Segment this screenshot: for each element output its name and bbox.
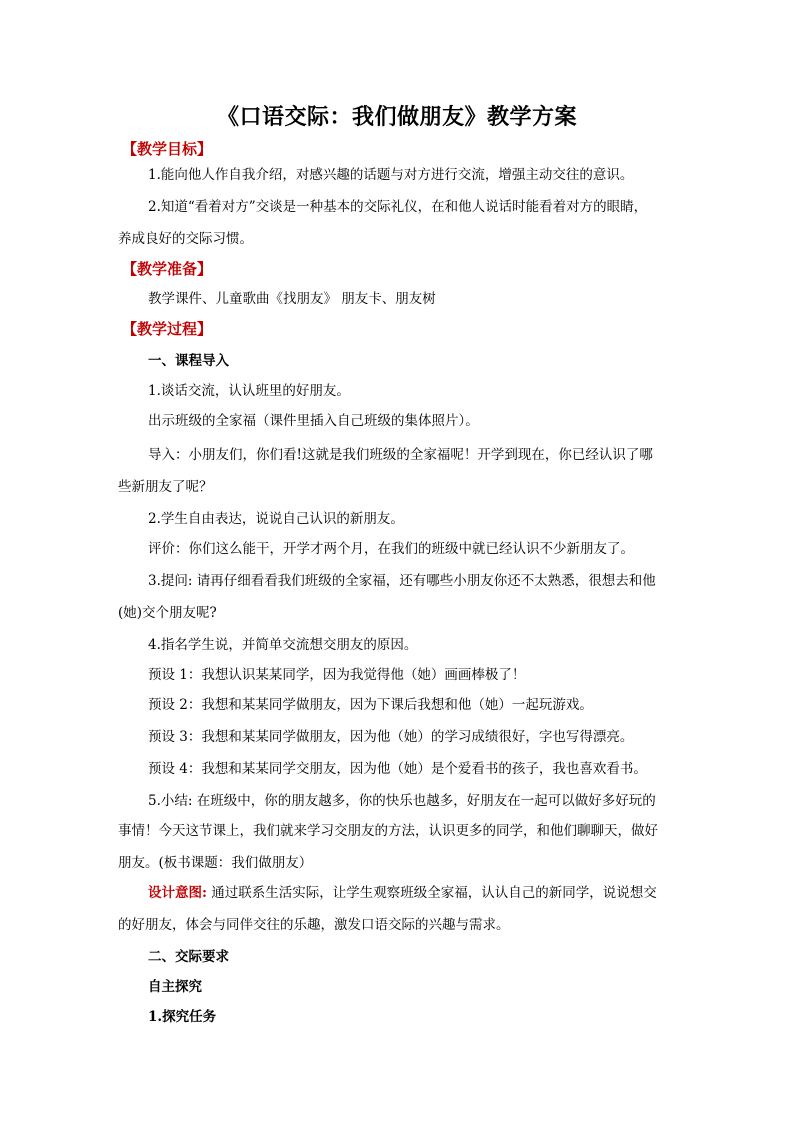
process-line-15: 事情！今天这节课上，我们就来学习交朋友的方法，认识更多的同学，和他们聊聊天，做好 [118,823,658,839]
process-line-3: 导入：小朋友们，你们看!这就是我们班级的全家福呢！开学到现在，你已经认识了哪 [148,447,653,463]
process-line-6: 评价：你们这么能干，开学才两个月，在我们的班级中就已经认识不少新朋友了。 [148,541,634,557]
process-line-4: 些新朋友了呢？ [118,479,213,495]
process-line-2: 出示班级的全家福（课件里插入自己班级的集体照片）。 [148,413,479,429]
page-title: 《口语交际：我们做朋友》教学方案 [216,104,577,130]
sub-item: 1.探究任务 [148,1009,217,1025]
prep-line: 教学课件、儿童歌曲《找朋友》 朋友卡、朋友树 [148,291,436,307]
section-heading-goal: 【教学目标】 [122,140,213,158]
process-line-16: 朋友。(板书课题：我们做朋友） [118,855,313,871]
design-intent-text: 通过联系生活实际，让学生观察班级全家福，认认自己的新同学，说说想交 [206,885,657,901]
goal-line-3: 养成良好的交际习惯。 [118,231,253,247]
process-line-1: 1.谈话交流，认认班里的好朋友。 [148,383,350,399]
section-heading-prep: 【教学准备】 [122,260,213,278]
goal-line-1: 1.能向他人作自我介绍，对感兴趣的话题与对方进行交流，增强主动交往的意识。 [148,167,634,183]
process-line-10: 预设 1：我想认识某某同学，因为我觉得他（她）画画棒极了！ [148,667,526,683]
part1-heading: 一、课程导入 [148,353,229,369]
part2-heading: 二、交际要求 [148,949,229,965]
section-heading-process: 【教学过程】 [122,320,213,338]
process-line-12: 预设 3：我想和某某同学做朋友，因为他（她）的学习成绩很好，字也写得漂亮。 [148,729,634,745]
goal-line-2: 2.知道“看着对方”交谈是一种基本的交际礼仪，在和他人说话时能看着对方的眼睛， [148,199,648,215]
process-line-7: 3.提问: 请再仔细看看我们班级的全家福，还有哪些小朋友你还不太熟悉，很想去和他 [148,573,656,589]
sub-heading: 自主探究 [148,979,202,995]
design-intent-label: 设计意图: [148,885,207,901]
process-line-8: (她)交个朋友呢? [118,605,217,621]
process-line-13: 预设 4：我想和某某同学交朋友，因为他（她）是个爱看书的孩子，我也喜欢看书。 [148,761,647,777]
design-intent-line [148,882,657,904]
process-line-5: 2.学生自由表达，说说自己认识的新朋友。 [148,511,404,527]
design-intent-cont: 的好朋友，体会与同伴交往的乐趣，激发口语交际的兴趣与需求。 [118,917,510,933]
process-line-9: 4.指名学生说，并简单交流想交朋友的原因。 [148,637,418,653]
process-line-14: 5.小结: 在班级中，你的朋友越多，你的快乐也越多，好朋友在一起可以做好多好玩的 [148,793,656,809]
process-line-11: 预设 2：我想和某某同学做朋友，因为下课后我想和他（她）一起玩游戏。 [148,697,593,713]
